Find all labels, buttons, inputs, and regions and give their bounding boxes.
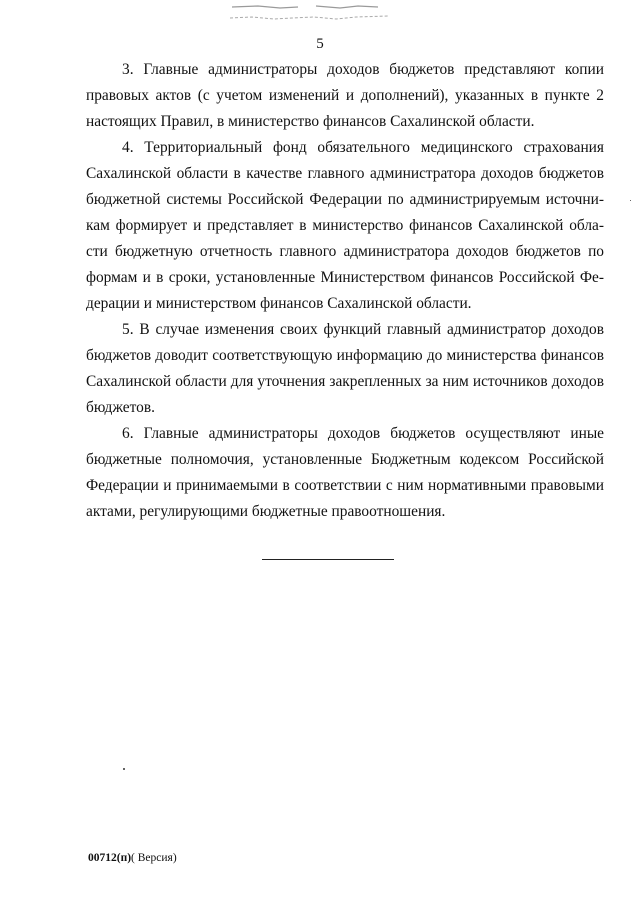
- document-code: 00712(п): [88, 852, 132, 864]
- end-separator-line: [262, 559, 394, 560]
- paragraph-3: 3. Главные администраторы доходов бюджетов представляют копии правовых актов (с учетом изменений и дополнений), указанных в пункте 2 настоящих Правил, в министерство финансов Сахалинской области.: [86, 61, 604, 130]
- document-footer: [88, 852, 177, 864]
- paragraph-6: 6. Главные администраторы доходов бюджетов осуществляют иные бюджетные полномочия, установленные Бюджетным кодексом Российской Федерации и принимаемыми в соответствии с ним нормативными правовыми актами, регулирующими бюджетные правоотношения.: [86, 425, 604, 520]
- paragraph-5: 5. В случае изменения своих функций главный администратор доходов бюджетов доводит соответствующую информацию до министерства финансов Сахалинской области для уточнения закрепленных за ним источников доходов бюджетов.: [86, 321, 604, 416]
- scan-speck: [630, 200, 631, 201]
- document-version: ( Версия): [131, 852, 177, 864]
- scan-header-artifact: [228, 2, 394, 24]
- page-number: 5: [316, 36, 324, 52]
- document-body: [86, 57, 604, 525]
- scan-speck: [123, 768, 125, 770]
- paragraph-4: 4. Территориальный фонд обязательного медицинского страхования Сахалинской области в качестве главного администратора доходов бюджетов бюджетной системы Российской Федерации по администрируемым источникам формирует и представляет в министерство финансов Сахалинской области бюджетную отчетность главного администратора доходов бюджетов по формам и в сроки, установленные Министерством финансов Российской Федерации и министерством финансов Сахалинской области.: [86, 139, 604, 312]
